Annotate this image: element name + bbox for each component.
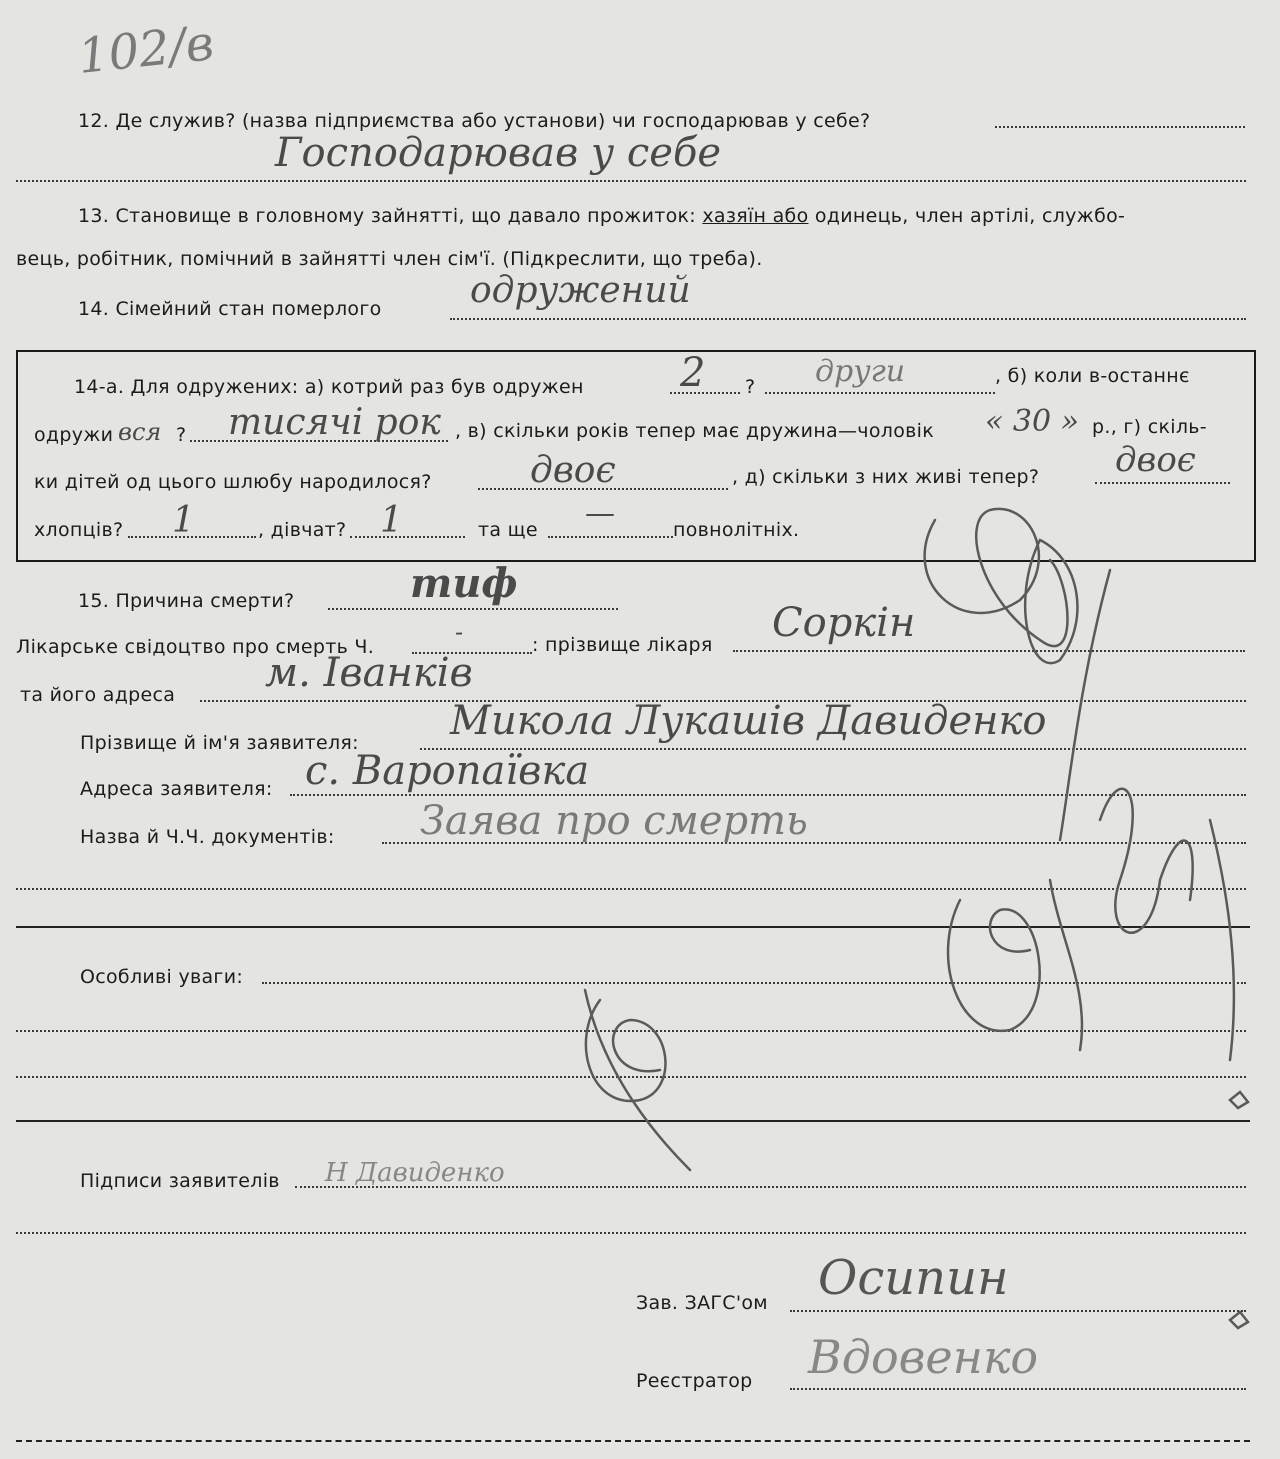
applicant-name-answer: Микола Лукашів Давиденко [450, 698, 1047, 744]
doctor-label: : прізвище лікаря [532, 634, 713, 656]
q14a-girls-answer: 1 [380, 500, 403, 541]
doctor-address-label: та його адреса [20, 684, 176, 706]
q12-label: 12. Де служив? (назва підприємства або установи) чи господарював у себе? [78, 110, 871, 132]
q14a-a-answer2: други [815, 354, 906, 389]
medical-cert-label: Лікарське свідоцтво про смерть Ч. [16, 636, 375, 658]
q13-line1-rest: одинець, член артілі, службо- [814, 205, 1126, 227]
zags-head-label: Зав. ЗАГС'ом [636, 1292, 768, 1314]
documents-answer: Заява про смерть [420, 798, 808, 844]
q14a-b-text: , б) коли в-останнє [995, 365, 1190, 387]
q14a-girls-text: , дівчат? [258, 519, 347, 541]
q14a-a-text: 14-а. Для одружених: а) котрий раз був одружен [74, 376, 584, 398]
applicant-address-label: Адреса заявителя: [80, 778, 273, 800]
applicant-name-label: Прізвище й ім'я заявителя: [80, 732, 359, 754]
applicant-signatures-label: Підписи заявителів [80, 1170, 280, 1192]
documents-label: Назва й Ч.Ч. документів: [80, 826, 335, 848]
q14a-boys-answer: 1 [172, 500, 195, 541]
q14a-spouse-age: « 30 » [985, 404, 1079, 439]
zags-head-signature: Осипин [818, 1250, 1009, 1306]
q14-answer: одружений [470, 270, 691, 311]
q14a-spouse-age-text: , в) скільки років тепер має дружина—чоловік [455, 420, 934, 442]
notes-label: Особливі уваги: [80, 966, 244, 988]
doctor-address-answer: м. Іванків [265, 650, 473, 696]
q14a-more-text: та ще [478, 519, 538, 541]
q13-line1-text: 13. Становище в головному зайнятті, що давало прожиток: [78, 205, 696, 227]
q14a-alive-text: , д) скільки з них живі тепер? [732, 466, 1040, 488]
applicant-address-answer: с. Варопаївка [305, 748, 590, 794]
q15-label: 15. Причина смерти? [78, 590, 295, 612]
q14a-born-text: ки дітей од цього шлюбу народилося? [34, 471, 432, 493]
q14a-l2-text: одружи [34, 424, 114, 446]
registrar-signature: Вдовенко [808, 1330, 1039, 1384]
q14a-l2-question: ? [176, 424, 187, 446]
q14a-adult-text: повнолітніх. [673, 519, 800, 541]
q14a-boys-text: хлопців? [34, 519, 124, 541]
q14a-more-answer: — [585, 496, 615, 531]
registrar-label: Реєстратор [636, 1370, 753, 1392]
scribble-right-edge [1230, 1092, 1248, 1328]
q14a-born-answer: двоє [530, 450, 616, 491]
q14a-alive-answer: двоє [1115, 440, 1196, 480]
scribble-right-top [925, 509, 1068, 646]
q12-answer: Господарював у себе [275, 130, 722, 176]
corner-number: 102/в [75, 15, 217, 85]
scribble-mid [585, 990, 690, 1170]
q14a-a-answer: 2 [680, 350, 706, 396]
q14a-children-text: р., г) скіль- [1092, 416, 1207, 438]
q13-underlined-option: хазяїн або [702, 205, 809, 227]
q13-line2: вець, робітник, помічний в зайнятті член сім'ї. (Підкреслити, що треба). [16, 248, 763, 270]
q14a-a-question: ? [745, 376, 756, 398]
applicant-signatures-answer: Н Давиденко [325, 1158, 505, 1188]
scribble-right-tall [1060, 570, 1193, 933]
q15-answer: тиф [410, 560, 518, 607]
q14-label: 14. Сімейний стан померлого [78, 298, 382, 320]
q14a-l2-answer: вся [118, 418, 162, 446]
q14a-year-answer: тисячі рок [228, 402, 441, 443]
medical-cert-answer: - [455, 618, 464, 646]
doctor-answer: Соркін [772, 600, 916, 646]
